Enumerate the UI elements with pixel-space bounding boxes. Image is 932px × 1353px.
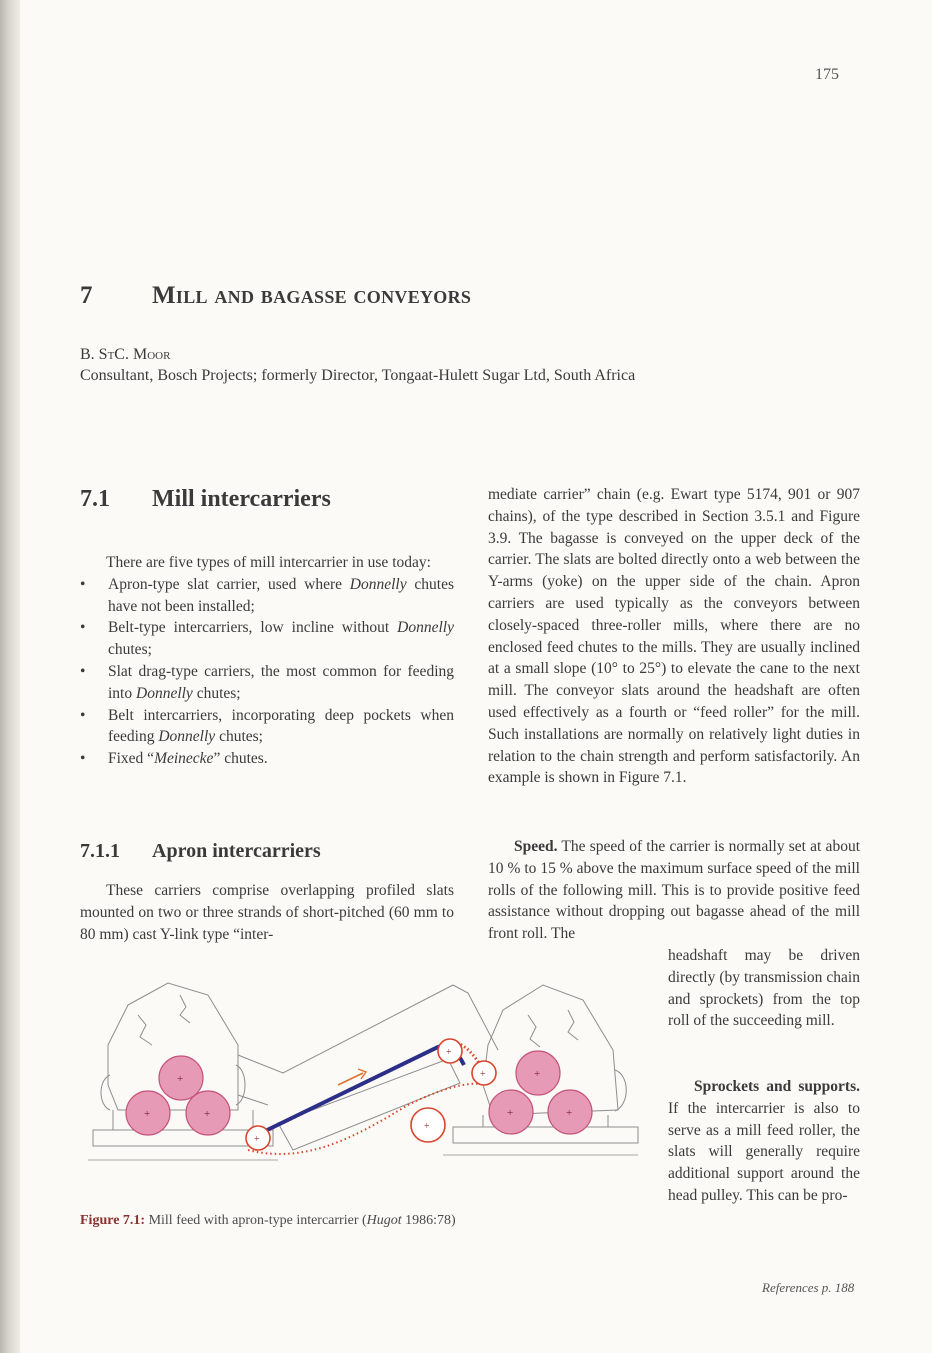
svg-text:+: +: [144, 1108, 151, 1120]
intro-paragraph: There are five types of mill intercarrier in use today:: [106, 554, 431, 571]
chapter-heading: [80, 282, 471, 310]
intercarrier-type-list: [80, 574, 454, 770]
subsection-title: Apron intercarriers: [152, 840, 321, 862]
book-spine-shadow: [0, 0, 20, 1353]
figure-label: Figure 7.1:: [80, 1213, 146, 1228]
intro-block: [80, 552, 454, 770]
svg-text:+: +: [534, 1068, 541, 1080]
author-name: B. StC. Moor: [80, 346, 171, 363]
figure-caption: Figure 7.1: Mill feed with apron-type intercarrier (Hugot 1986:78): [80, 1213, 456, 1228]
svg-text:+: +: [424, 1121, 430, 1132]
speed-paragraph: Speed. The speed of the carrier is normally set at about 10 % to 15 % above the maximum surface speed of the mill rolls of the following mill. This is to provide positive feed assistance without dropping out bagasse ahead of the mill front roll. The: [488, 838, 860, 943]
subsection-heading: [80, 840, 321, 863]
section-title: Mill intercarriers: [152, 486, 331, 512]
author-block: [80, 344, 635, 386]
mill-feed-figure: [88, 955, 644, 1205]
speed-label: Speed.: [514, 838, 558, 855]
list-item: • Slat drag-type carriers, the most common for feeding into Donnelly chutes;: [80, 662, 454, 702]
chapter-title: Mill and bagasse conveyors: [152, 282, 472, 309]
svg-text:+: +: [446, 1047, 452, 1058]
svg-text:+: +: [507, 1107, 514, 1119]
chain-lower-return: [248, 1084, 488, 1154]
author-affiliation: Consultant, Bosch Projects; formerly Director, Tongaat-Hulett Sugar Ltd, South Africa: [80, 367, 636, 384]
section-heading: [80, 486, 331, 513]
svg-text:+: +: [254, 1134, 260, 1145]
subsection-number: 7.1.1: [80, 840, 120, 862]
list-item: • Apron-type slat carrier, used where Donnelly chutes have not been installed;: [80, 575, 454, 615]
section-number: 7.1: [80, 486, 110, 512]
list-item: • Fixed “Meinecke” chutes.: [80, 750, 268, 768]
svg-text:+: +: [566, 1107, 573, 1119]
sprockets-paragraph: Sprockets and supports. If the intercarrier is also to serve as a mill feed roller, the slats will generally require additional support around the head pulley. This can be pro-: [668, 1078, 860, 1204]
svg-text:+: +: [480, 1069, 486, 1080]
apron-paragraph: These carriers comprise overlapping profiled slats mounted on two or three strands of short-pitched (60 mm to 80 mm) cast Y-link type “inter-: [80, 882, 454, 943]
apron-description-paragraph: mediate carrier” chain (e.g. Ewart type 5174, 901 or 907 chains), of the type described in Section 3.5.1 and Figure 3.9. The bagasse is conveyed on the upper deck of the carrier. The slats are bolted directly onto a web between the Y-arms (yoke) on the upper side of the chain. Apron carriers are used typically as the conveyors between closely-spaced three-roller mills, where there are no enclosed feed chutes to the mills. They are usually inclined at a small slope (10° to 25°) to elevate the cane to the next mill. The conveyor slats around the headshaft are often used effectively as a fourth or “feed roller” for the mill. Such installations are normally on relatively light duties in relation to the chain strength and perform satisfactorily. An example is shown in Figure 7.1.: [488, 486, 860, 787]
list-item: • Belt intercarriers, incorporating deep pockets when feeding Donnelly chutes;: [80, 706, 454, 746]
chapter-number: 7: [80, 282, 93, 309]
references-footer: References p. 188: [762, 1280, 855, 1295]
page-number: 175: [815, 66, 839, 83]
list-item: • Belt-type intercarriers, low incline without Donnelly chutes;: [80, 619, 454, 659]
svg-text:+: +: [177, 1073, 184, 1085]
right-mill-rolls: [489, 1051, 592, 1134]
left-mill-rolls: [126, 1056, 230, 1135]
speed-paragraph-continued: headshaft may be driven directly (by transmission chain and sprockets) from the top roll of the succeeding mill.: [668, 947, 860, 1030]
svg-text:+: +: [204, 1108, 211, 1120]
sprockets-label: Sprockets and supports.: [694, 1078, 860, 1095]
